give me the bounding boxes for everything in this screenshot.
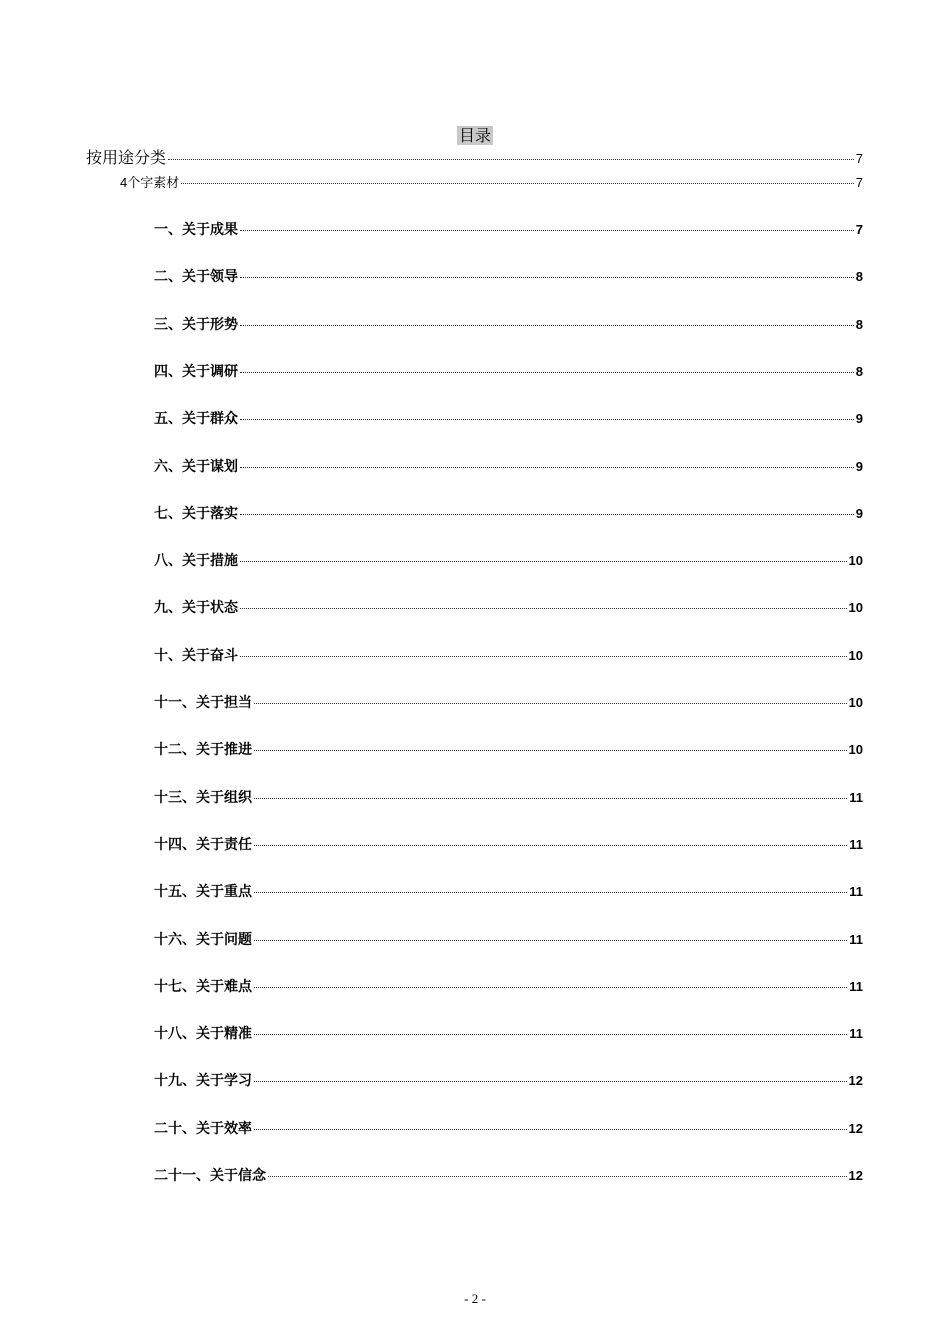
toc-entry-label: 六、关于谋划 — [154, 459, 238, 475]
toc-entry-level1[interactable] — [86, 148, 863, 168]
dot-leader — [254, 845, 847, 846]
dot-leader — [254, 703, 847, 704]
toc-entry[interactable] — [154, 220, 863, 240]
dot-leader — [240, 467, 854, 468]
toc-entry[interactable] — [154, 835, 863, 855]
toc-entry-label: 二十一、关于信念 — [154, 1168, 266, 1184]
toc-entry[interactable] — [154, 740, 863, 760]
toc-entry[interactable] — [154, 409, 863, 429]
toc-entry-label: 一、关于成果 — [154, 222, 238, 238]
toc-entry[interactable] — [154, 551, 863, 571]
toc-entry[interactable] — [154, 882, 863, 902]
toc-entry-label: 七、关于落实 — [154, 506, 238, 522]
toc-entry-page: 10 — [848, 648, 863, 663]
toc-entry[interactable] — [154, 1166, 863, 1186]
toc-entry-page: 11 — [849, 790, 863, 805]
toc-entry-page: 9 — [855, 411, 863, 426]
toc-entry-page: 11 — [849, 932, 863, 947]
dot-leader — [254, 1034, 847, 1035]
dot-leader — [254, 750, 847, 751]
dot-leader — [240, 419, 854, 420]
toc-entry-label: 四、关于调研 — [154, 364, 238, 380]
toc-entry[interactable] — [154, 1024, 863, 1044]
toc-entry-page: 8 — [855, 364, 863, 379]
toc-entry-page: 12 — [848, 1073, 863, 1088]
toc-entry[interactable] — [154, 930, 863, 950]
dot-leader — [240, 656, 847, 657]
toc-entry-label: 十三、关于组织 — [154, 790, 252, 806]
toc-entry-page: 7 — [855, 175, 863, 190]
dot-leader — [240, 514, 854, 515]
toc-entry[interactable] — [154, 646, 863, 666]
toc-entry[interactable] — [154, 457, 863, 477]
toc-title-text: 目录 — [458, 126, 491, 145]
toc-entry[interactable] — [154, 267, 863, 287]
toc-entry-page: 8 — [855, 317, 863, 332]
dot-leader — [240, 325, 854, 326]
toc-entry-page: 9 — [855, 459, 863, 474]
toc-entry-label: 十二、关于推进 — [154, 742, 252, 758]
toc-entry-label: 八、关于措施 — [154, 553, 238, 569]
toc-entry-page: 11 — [849, 979, 863, 994]
toc-entry-label: 九、关于状态 — [154, 600, 238, 616]
toc-entry[interactable] — [154, 598, 863, 618]
dot-leader — [254, 987, 847, 988]
toc-entry-page: 11 — [849, 1026, 863, 1041]
toc-entry[interactable] — [154, 693, 863, 713]
toc-entry[interactable] — [154, 1071, 863, 1091]
toc-entry-page: 7 — [855, 151, 863, 166]
toc-entry-page: 12 — [848, 1168, 863, 1183]
dot-leader — [254, 1081, 847, 1082]
toc-entry-label: 4个字素材 — [120, 175, 180, 190]
toc-entry-page: 10 — [848, 553, 863, 568]
toc-entry-label: 十九、关于学习 — [154, 1073, 252, 1089]
toc-entry-label: 十七、关于难点 — [154, 979, 252, 995]
toc-entry[interactable] — [154, 504, 863, 524]
dot-leader — [268, 1176, 847, 1177]
dot-leader — [254, 940, 847, 941]
dot-leader — [240, 277, 854, 278]
toc-entry-page: 11 — [849, 884, 863, 899]
toc-entry-label: 十八、关于精准 — [154, 1026, 252, 1042]
toc-entry[interactable] — [154, 977, 863, 997]
toc-entry-label: 十五、关于重点 — [154, 884, 252, 900]
toc-entry[interactable] — [154, 788, 863, 808]
toc-entry-label: 二十、关于效率 — [154, 1121, 252, 1137]
toc-entry-label: 十四、关于责任 — [154, 837, 252, 853]
toc-entry-page: 11 — [849, 837, 863, 852]
toc-entry-label: 十、关于奋斗 — [154, 648, 238, 664]
toc-entry-level2[interactable] — [120, 173, 863, 193]
dot-leader — [254, 798, 847, 799]
page-number-footer: - 2 - — [464, 1291, 486, 1306]
toc-entry-page: 10 — [848, 600, 863, 615]
toc-entry-page: 8 — [855, 269, 863, 284]
toc-entry-page: 7 — [855, 222, 863, 237]
toc-entry-page: 10 — [848, 742, 863, 757]
dot-leader — [254, 892, 847, 893]
dot-leader — [181, 183, 854, 184]
toc-entry-label: 十一、关于担当 — [154, 695, 252, 711]
toc-entry-label: 十六、关于问题 — [154, 932, 252, 948]
dot-leader — [254, 1129, 847, 1130]
toc-entry-label: 二、关于领导 — [154, 269, 238, 285]
dot-leader — [240, 372, 854, 373]
toc-entry-page: 12 — [848, 1121, 863, 1136]
toc-entry-label: 按用途分类 — [86, 148, 167, 167]
dot-leader — [168, 159, 854, 160]
toc-entry[interactable] — [154, 315, 863, 335]
toc-entry-page: 10 — [848, 695, 863, 710]
toc-entry-page: 9 — [855, 506, 863, 521]
toc-entry[interactable] — [154, 362, 863, 382]
dot-leader — [240, 608, 847, 609]
dot-leader — [240, 230, 854, 231]
toc-entry-label: 三、关于形势 — [154, 317, 238, 333]
dot-leader — [240, 561, 847, 562]
toc-title — [0, 126, 950, 146]
toc-entry-label: 五、关于群众 — [154, 411, 238, 427]
toc-entry[interactable] — [154, 1119, 863, 1139]
